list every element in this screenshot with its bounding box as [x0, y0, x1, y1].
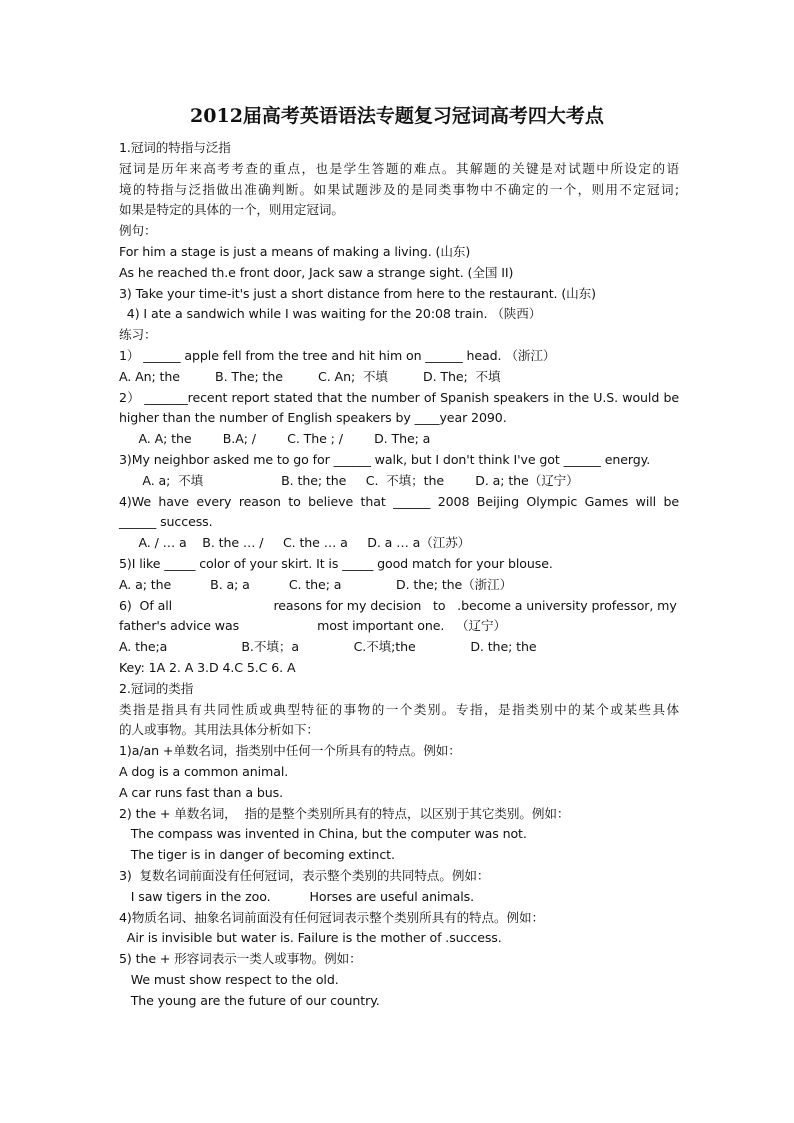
- text-line: higher than the number of English speakers by ____year 2090.: [119, 410, 507, 426]
- text-line: 1.冠词的特指与泛指: [119, 140, 231, 155]
- text-line: 3) Take your time-it's just a short distance from here to the restaurant. (山东): [119, 285, 596, 301]
- text-line: 的人或事物。其用法具体分析如下：: [119, 722, 319, 738]
- text-line: A. A; the B.A; / C. The ; / D. The; a: [119, 431, 431, 447]
- text-line: A. the;a B.不填；a C.不填;the D. the; the: [119, 639, 537, 655]
- text-line: A dog is a common animal.: [119, 764, 289, 779]
- text-line: 1)a/an +单数名词，指类别中任何一个所具有的特点。例如：: [119, 743, 461, 759]
- text-line: 2) the + 单数名词， 指的是整个类别所具有的特点，以区别于其它类别。例如：: [119, 805, 570, 821]
- text-line: I saw tigers in the zoo. Horses are useful animals.: [119, 888, 474, 904]
- text-line: 3) 复数名词前面没有任何冠词，表示整个类别的共同特点。例如：: [119, 868, 490, 883]
- text-line: The tiger is in danger of becoming extinct.: [119, 847, 395, 863]
- text-line: Air is invisible but water is. Failure is the mother of .success.: [119, 930, 502, 946]
- text-line: 5)I like _____ color of your skirt. It is _____ good match for your blouse.: [119, 556, 553, 571]
- text-line: A. / … a B. the … / C. the … a D. a … a（江苏）: [119, 535, 471, 551]
- text-line: 5) the + 形容词表示一类人或事物。例如：: [119, 951, 362, 967]
- text-line: father's advice was most important one. （辽宁）: [119, 618, 507, 634]
- text-line: Key: 1A 2. A 3.D 4.C 5.C 6. A: [119, 660, 296, 675]
- text-line: 例句：: [119, 223, 157, 239]
- text-line: 如果是特定的具体的一个，则用定冠词。: [119, 202, 344, 218]
- text-line: 4)物质名词、抽象名词前面没有任何冠词表示整个类别所具有的特点。例如：: [119, 909, 545, 925]
- text-line: The compass was invented in China, but the computer was not.: [119, 826, 527, 842]
- text-line: 4) I ate a sandwich while I was waiting for the 20:08 train. （陕西）: [119, 306, 542, 322]
- text-line: The young are the future of our country.: [119, 992, 380, 1008]
- text-line: 4)We have every reason to believe that ______ 2008 Beijing Olympic Games will be: [119, 493, 679, 509]
- text-line: 练习：: [119, 327, 157, 343]
- text-line: 2） _______recent report stated that the number of Spanish speakers in the U.S. would be: [119, 389, 679, 405]
- text-line: 2.冠词的类指: [119, 680, 194, 696]
- text-line: A. An; the B. The; the C. An; 不填 D. The; 不填: [119, 368, 501, 384]
- text-line: 境的特指与泛指做出准确判断。如果试题涉及的是同类事物中不确定的一个，则用不定冠词;: [119, 181, 679, 197]
- text-line: A. a; the B. a; a C. the; a D. the; the（浙江）: [119, 576, 513, 592]
- text-line: A. a; 不填 B. the; the C. 不填；the D. a; the（辽宁）: [119, 472, 579, 488]
- text-line: As he reached th.e front door, Jack saw a strange sight. (全国 II): [119, 264, 514, 280]
- text-line: ______ success.: [119, 514, 213, 530]
- text-line: For him a stage is just a means of making a living. (山东): [119, 244, 471, 259]
- page-title: 2012届高考英语语法专题复习冠词高考四大考点: [190, 105, 604, 127]
- text-line: 1） ______ apple fell from the tree and hit him on ______ head. （浙江）: [119, 348, 556, 363]
- text-line: 3)My neighbor asked me to go for ______ walk, but I don't think I've got ______ energy.: [119, 452, 651, 467]
- text-line: 冠词是历年来高考考查的重点，也是学生答题的难点。其解题的关键是对试题中所设定的语: [119, 160, 679, 176]
- text-line: 6) Of all reasons for my decision to .become a university professor, my: [119, 597, 677, 613]
- text-line: A car runs fast than a bus.: [119, 784, 283, 800]
- text-line: 类指是指具有共同性质或典型特征的事物的一个类别。专指，是指类别中的某个或某些具体: [119, 701, 679, 717]
- text-line: We must show respect to the old.: [119, 972, 339, 987]
